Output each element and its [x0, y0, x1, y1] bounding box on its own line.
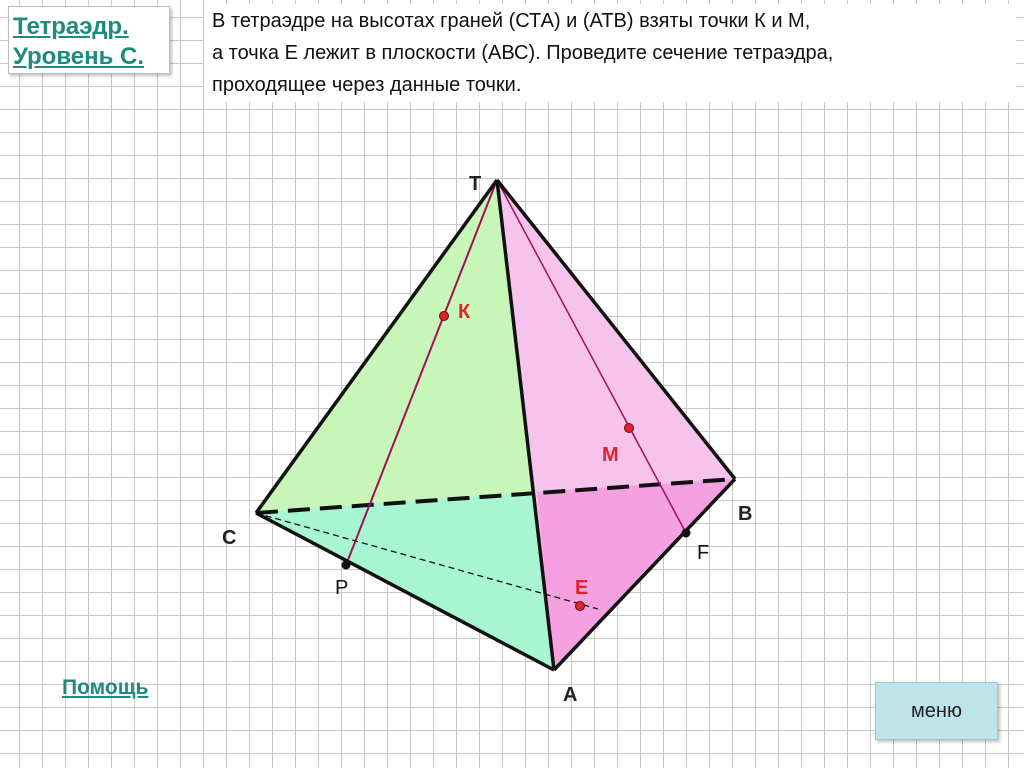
label-vertex-c: C [222, 527, 237, 549]
task-line-2: а точка Е лежит в плоскости (АВС). Проведите сечение тетраэдра, [212, 42, 834, 64]
face-cta-lower [256, 492, 554, 670]
label-vertex-t: T [469, 173, 482, 195]
help-link[interactable]: Помощь [62, 676, 149, 699]
point-f [682, 529, 691, 538]
task-line-3: проходящее через данные точки. [212, 74, 522, 96]
label-point-m: М [602, 444, 619, 466]
title-line-1: Тетраэдр. [13, 13, 129, 40]
point-m [625, 424, 634, 433]
point-e [576, 602, 585, 611]
label-vertex-b: B [738, 503, 753, 525]
label-point-f: F [697, 542, 710, 564]
title-line-2: Уровень С. [13, 43, 145, 70]
point-k [440, 312, 449, 321]
task-line-1: В тетраэдре на высотах граней (СТА) и (АТВ) взяты точки К и М, [212, 10, 811, 32]
label-point-k: К [458, 301, 471, 323]
label-point-p: P [335, 577, 349, 599]
point-p [342, 561, 351, 570]
face-atb-lower [537, 479, 735, 670]
label-point-e: Е [575, 577, 589, 599]
label-vertex-a: A [563, 684, 578, 706]
menu-button-label: меню [911, 699, 962, 722]
menu-button[interactable] [875, 682, 998, 740]
